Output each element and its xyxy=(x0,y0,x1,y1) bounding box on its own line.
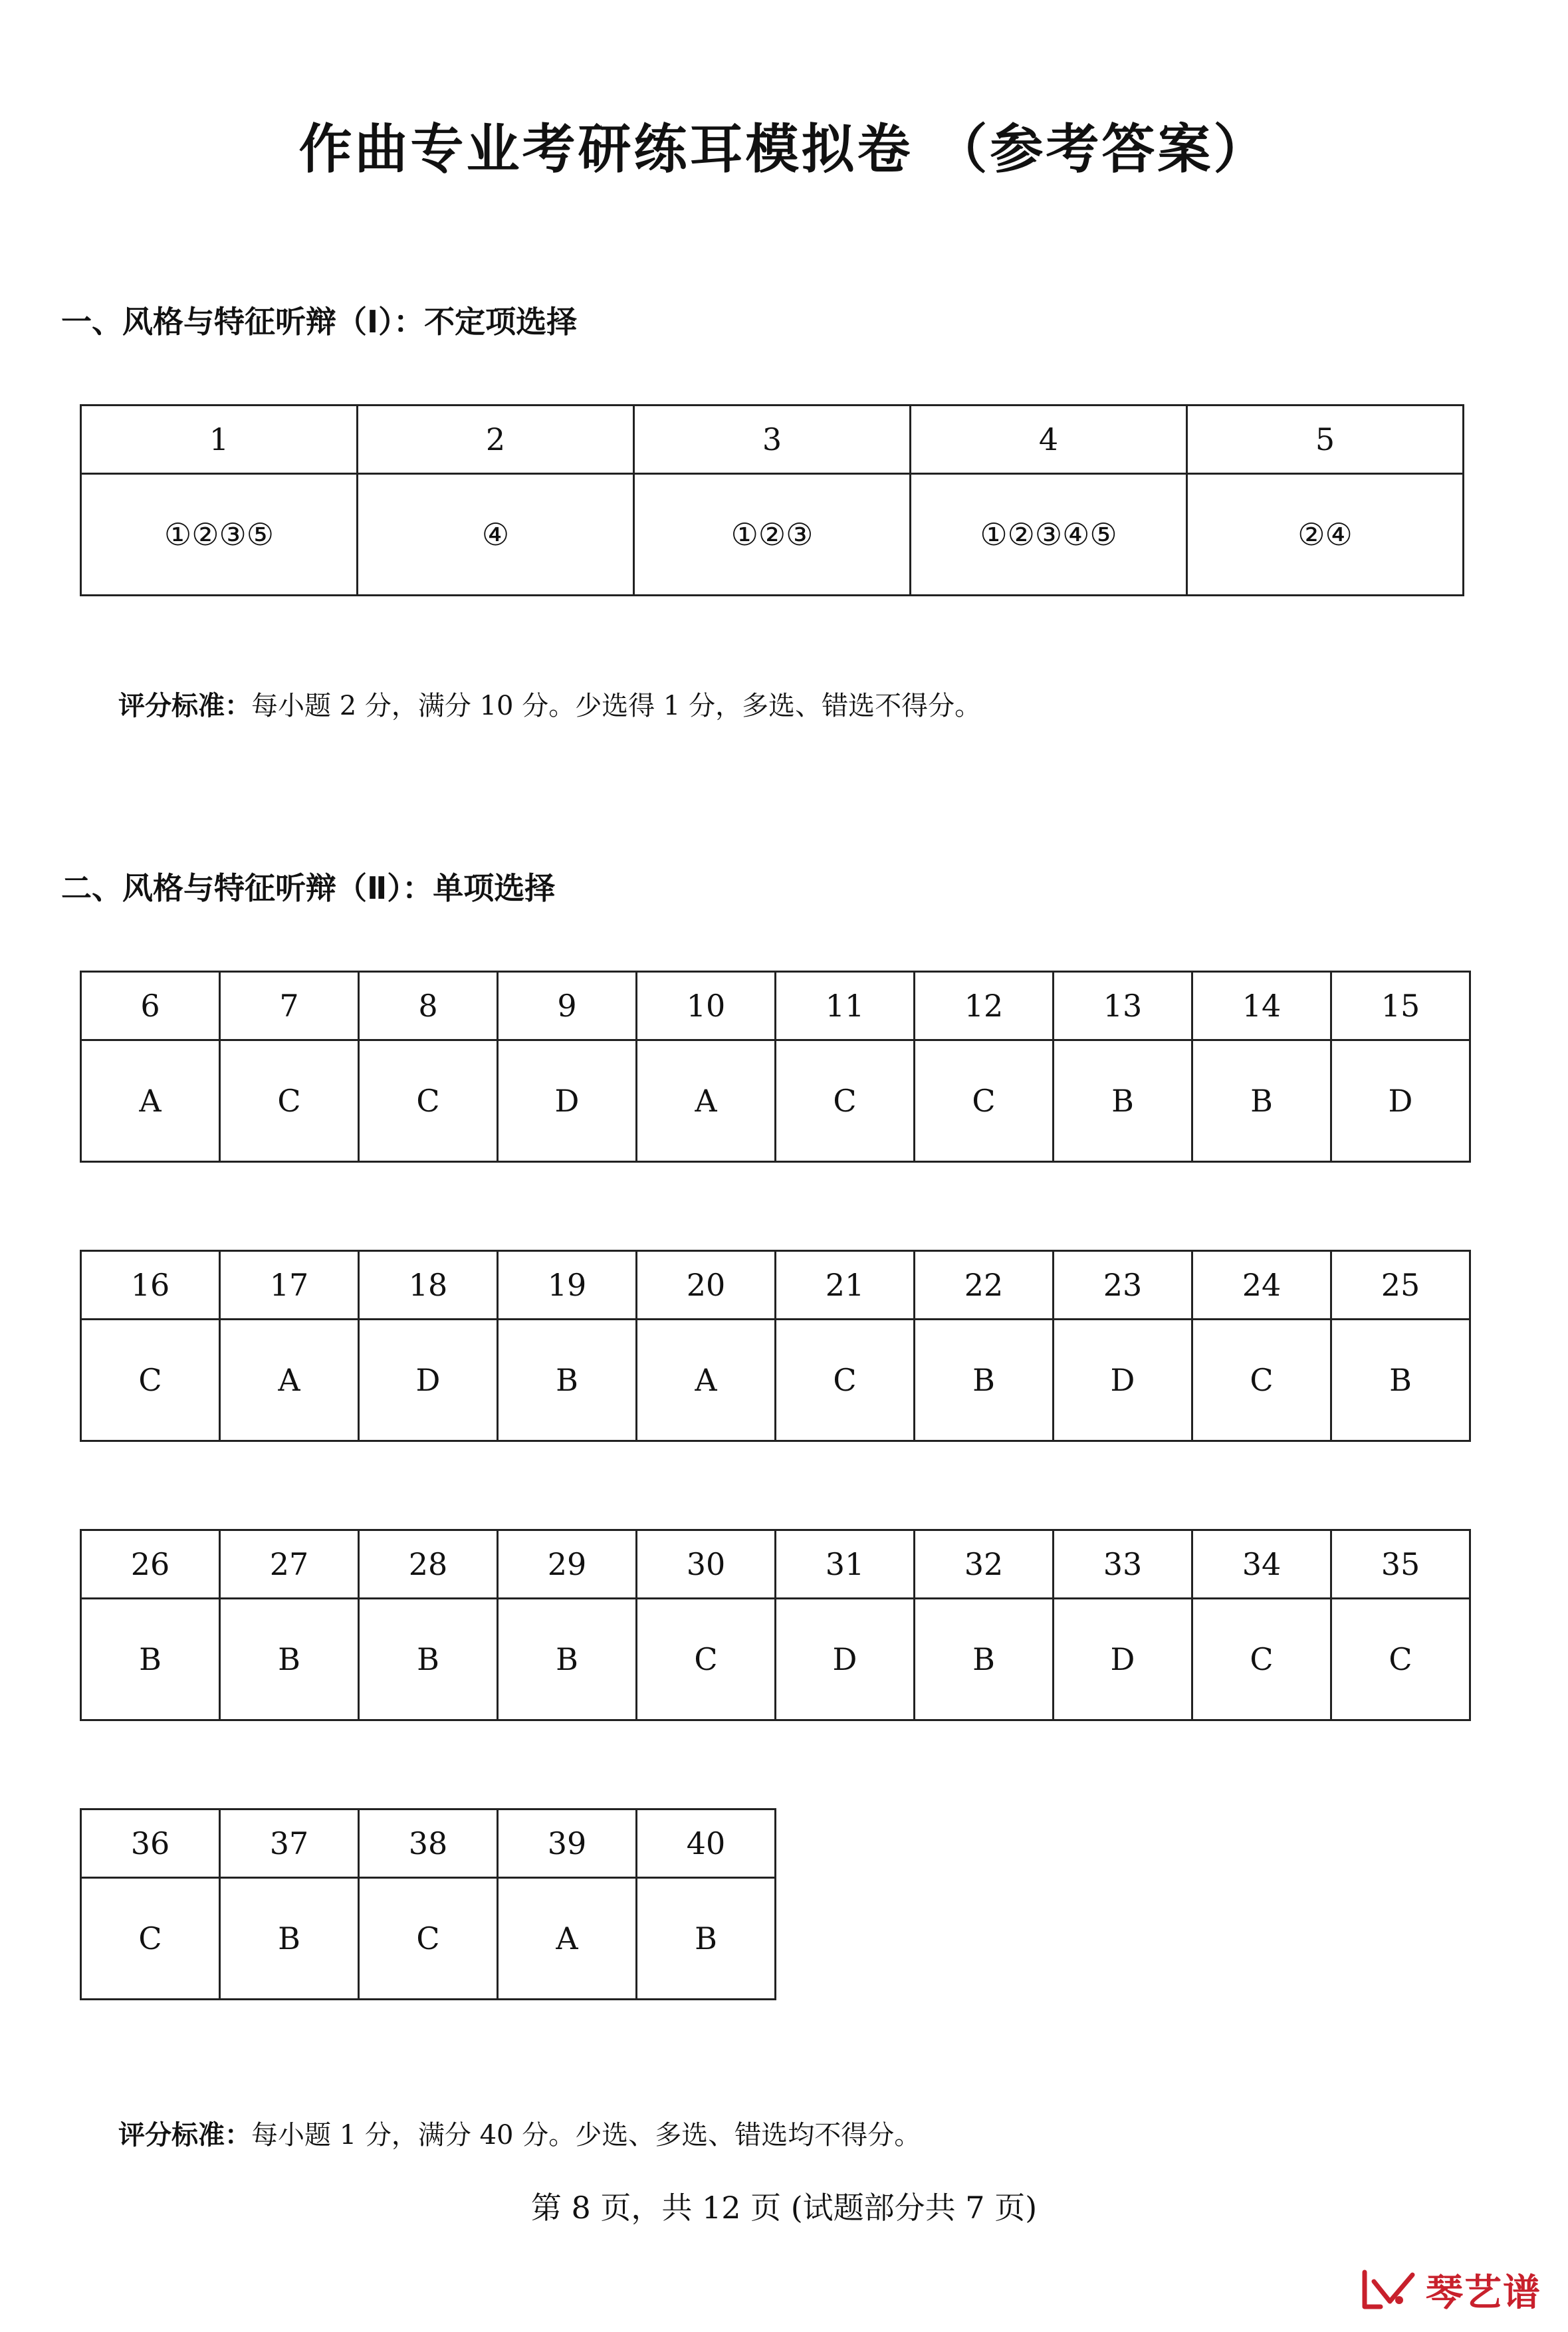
question-number: 34 xyxy=(1192,1530,1331,1599)
question-number: 36 xyxy=(81,1809,220,1878)
section-1-answer-table xyxy=(80,404,1464,596)
question-number: 11 xyxy=(776,972,915,1040)
question-number: 2 xyxy=(358,406,634,474)
question-number: 1 xyxy=(81,406,358,474)
question-number: 10 xyxy=(637,972,776,1040)
answer-cell: D xyxy=(1054,1320,1192,1441)
question-number: 8 xyxy=(359,972,498,1040)
answer-cell: D xyxy=(498,1040,637,1162)
answer-cell: C xyxy=(776,1320,915,1441)
grading-label: 评分标准： xyxy=(118,691,251,721)
question-number: 39 xyxy=(498,1809,637,1878)
grading-text: 每小题 1 分，满分 40 分。少选、多选、错选均不得分。 xyxy=(251,2120,921,2151)
qinyipu-logo-icon xyxy=(1361,2268,1418,2312)
page-title: 作曲专业考研练耳模拟卷 （参考答案） xyxy=(298,118,1270,180)
answer-row xyxy=(81,1599,1470,1720)
question-number: 26 xyxy=(81,1530,220,1599)
question-number: 15 xyxy=(1331,972,1470,1040)
question-number: 13 xyxy=(1054,972,1192,1040)
answer-cell: C xyxy=(915,1040,1054,1162)
question-number-row xyxy=(81,1251,1470,1320)
grading-label: 评分标准： xyxy=(118,2120,251,2151)
answer-row xyxy=(81,474,1464,596)
question-number: 22 xyxy=(915,1251,1054,1320)
answer-cell: B xyxy=(220,1878,359,2000)
answer-cell: B xyxy=(1331,1320,1470,1441)
section-2-answer-table-4 xyxy=(80,1808,776,2000)
question-number: 33 xyxy=(1054,1530,1192,1599)
section-2-answer-table-1 xyxy=(80,971,1471,1163)
answer-cell: B xyxy=(915,1320,1054,1441)
answer-cell: C xyxy=(1192,1599,1331,1720)
answer-cell: A xyxy=(637,1320,776,1441)
section-2-heading: 二、风格与特征听辩（Ⅱ）：单项选择 xyxy=(61,870,556,906)
question-number: 20 xyxy=(637,1251,776,1320)
question-number-row xyxy=(81,1530,1470,1599)
question-number: 12 xyxy=(915,972,1054,1040)
answer-cell: B xyxy=(637,1878,776,2000)
question-number: 5 xyxy=(1187,406,1464,474)
answer-cell: B xyxy=(498,1599,637,1720)
answer-cell: A xyxy=(81,1040,220,1162)
answer-cell: D xyxy=(1331,1040,1470,1162)
question-number: 23 xyxy=(1054,1251,1192,1320)
answer-cell: B xyxy=(915,1599,1054,1720)
answer-row xyxy=(81,1040,1470,1162)
answer-cell: ②④ xyxy=(1187,474,1464,596)
answer-cell: A xyxy=(220,1320,359,1441)
answer-cell: ①②③⑤ xyxy=(81,474,358,596)
answer-cell: ④ xyxy=(358,474,634,596)
question-number-row xyxy=(81,972,1470,1040)
question-number: 31 xyxy=(776,1530,915,1599)
question-number: 14 xyxy=(1192,972,1331,1040)
question-number: 40 xyxy=(637,1809,776,1878)
answer-row xyxy=(81,1878,776,2000)
question-number: 9 xyxy=(498,972,637,1040)
answer-cell: D xyxy=(776,1599,915,1720)
answer-cell: C xyxy=(220,1040,359,1162)
page-footer: 第 8 页，共 12 页 (试题部分共 7 页) xyxy=(530,2190,1038,2226)
answer-cell: B xyxy=(1192,1040,1331,1162)
question-number: 32 xyxy=(915,1530,1054,1599)
answer-cell: C xyxy=(81,1878,220,2000)
answer-cell: C xyxy=(359,1040,498,1162)
answer-cell: ①②③④⑤ xyxy=(911,474,1187,596)
question-number: 19 xyxy=(498,1251,637,1320)
brand-name: 琴艺谱 xyxy=(1426,2272,1541,2315)
question-number-row xyxy=(81,1809,776,1878)
question-number: 28 xyxy=(359,1530,498,1599)
question-number: 6 xyxy=(81,972,220,1040)
section-1-grading-note xyxy=(118,685,981,723)
question-number: 37 xyxy=(220,1809,359,1878)
answer-cell: A xyxy=(637,1040,776,1162)
answer-cell: B xyxy=(1054,1040,1192,1162)
answer-cell: A xyxy=(498,1878,637,2000)
section-2-grading-note xyxy=(118,2114,921,2152)
answer-cell: C xyxy=(1331,1599,1470,1720)
answer-cell: C xyxy=(1192,1320,1331,1441)
question-number: 16 xyxy=(81,1251,220,1320)
question-number: 27 xyxy=(220,1530,359,1599)
answer-cell: D xyxy=(1054,1599,1192,1720)
brand-watermark xyxy=(1361,2267,1541,2313)
section-2-answer-table-3 xyxy=(80,1529,1471,1721)
answer-cell: C xyxy=(359,1878,498,2000)
answer-cell: B xyxy=(498,1320,637,1441)
question-number: 18 xyxy=(359,1251,498,1320)
question-number: 25 xyxy=(1331,1251,1470,1320)
question-number: 35 xyxy=(1331,1530,1470,1599)
question-number: 17 xyxy=(220,1251,359,1320)
answer-cell: C xyxy=(637,1599,776,1720)
answer-cell: B xyxy=(81,1599,220,1720)
question-number: 29 xyxy=(498,1530,637,1599)
question-number: 38 xyxy=(359,1809,498,1878)
question-number: 4 xyxy=(911,406,1187,474)
answer-cell: D xyxy=(359,1320,498,1441)
grading-text: 每小题 2 分，满分 10 分。少选得 1 分，多选、错选不得分。 xyxy=(251,691,982,721)
question-number: 3 xyxy=(634,406,911,474)
answer-cell: B xyxy=(220,1599,359,1720)
answer-cell: C xyxy=(81,1320,220,1441)
answer-row xyxy=(81,1320,1470,1441)
question-number: 21 xyxy=(776,1251,915,1320)
question-number: 24 xyxy=(1192,1251,1331,1320)
question-number: 30 xyxy=(637,1530,776,1599)
section-2-answer-table-2 xyxy=(80,1250,1471,1442)
answer-cell: ①②③ xyxy=(634,474,911,596)
section-1-heading: 一、风格与特征听辩（Ⅰ）：不定项选择 xyxy=(61,304,578,340)
question-number-row xyxy=(81,406,1464,474)
question-number: 7 xyxy=(220,972,359,1040)
answer-cell: B xyxy=(359,1599,498,1720)
answer-cell: C xyxy=(776,1040,915,1162)
